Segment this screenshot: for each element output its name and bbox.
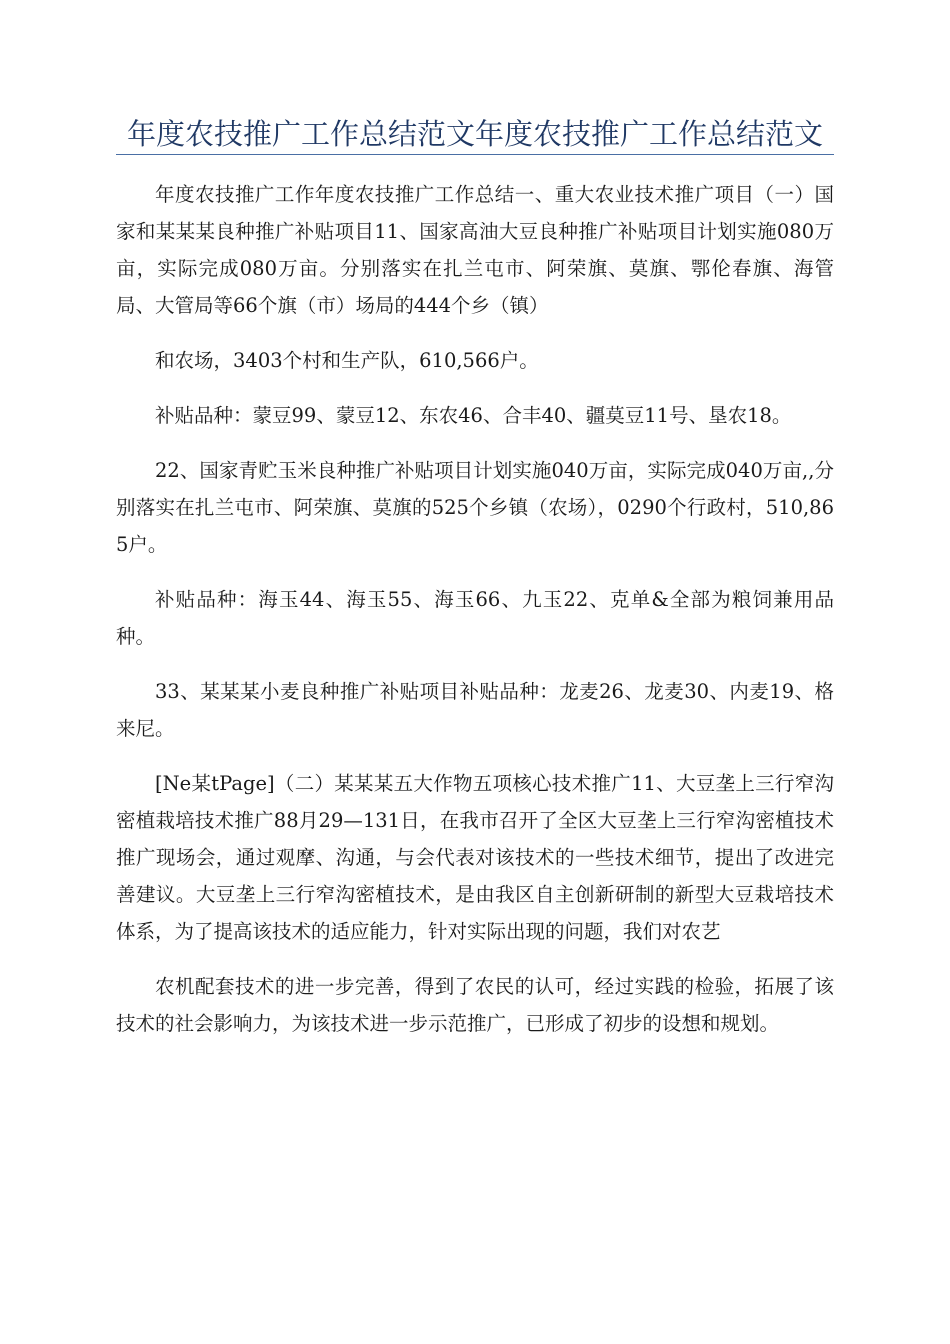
paragraph-7: [Ne某tPage]（二）某某某五大作物五项核心技术推广11、大豆垄上三行窄沟密植栽培技术推广88月29—131日，在我市召开了全区大豆垄上三行窄沟密植技术推广现场会，通过观摩、沟通，与会代表对该技术的一些技术细节，提出了改进完善建议。大豆垄上三行窄沟密植技术，是由我区自主创新研制的新型大豆栽培技术体系，为了提高该技术的适应能力，针对实际出现的问题，我们对农艺 (116, 772, 834, 943)
paragraph-8: 农机配套技术的进一步完善，得到了农民的认可，经过实践的检验，拓展了该技术的社会影响力，为该技术进一步示范推广，已形成了初步的设想和规划。 (116, 975, 834, 1035)
paragraph-3: 补贴品种：蒙豆99、蒙豆12、东农46、合丰40、疆莫豆11号、垦农18。 (155, 404, 792, 427)
paragraph-6: 33、某某某小麦良种推广补贴项目补贴品种：龙麦26、龙麦30、内麦19、格来尼。 (116, 680, 834, 740)
paragraph-5: 补贴品种：海玉44、海玉55、海玉66、九玉22、克单&全部为粮饲兼用品种。 (116, 588, 834, 648)
paragraph-2: 和农场，3403个村和生产队，610,566户。 (155, 349, 539, 372)
paragraph-1: 年度农技推广工作年度农技推广工作总结一、重大农业技术推广项目（一）国家和某某某良种推广补贴项目11、国家高油大豆良种推广补贴项目计划实施080万亩，实际完成080万亩。分别落实在扎兰屯市、阿荣旗、莫旗、鄂伦春旗、海管局、大管局等66个旗（市）场局的444个乡（镇） (116, 183, 834, 317)
document-title: 年度农技推广工作总结范文年度农技推广工作总结范文 (126, 117, 823, 151)
title-underline (116, 154, 834, 155)
paragraph-4: 22、国家青贮玉米良种推广补贴项目计划实施040万亩，实际完成040万亩,,分别落实在扎兰屯市、阿荣旗、莫旗的525个乡镇（农场），0290个行政村，510,865户。 (116, 459, 834, 556)
document-body (116, 176, 834, 1060)
